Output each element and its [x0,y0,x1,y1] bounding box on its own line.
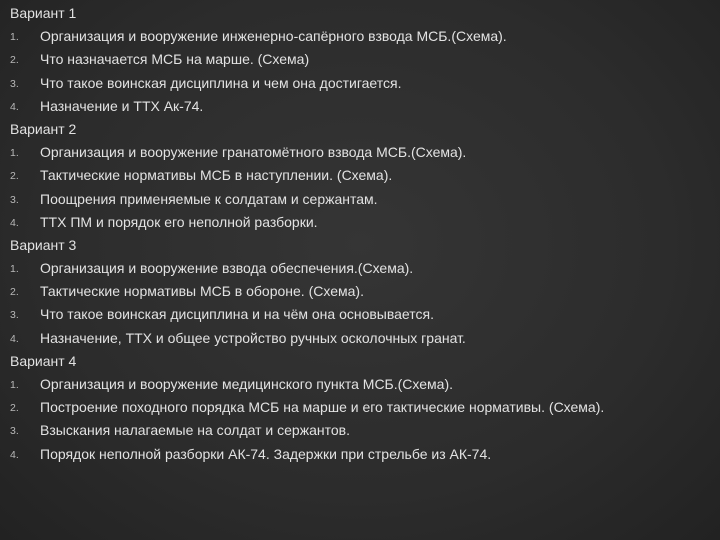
variant-4-item-1 [10,373,718,396]
item-number: 2. [10,286,19,299]
variant-2-item-3 [10,188,718,211]
item-number: 3. [10,193,19,206]
item-text: Организация и вооружение медицинского пункта МСБ.(Схема). [40,376,453,392]
item-text: Организация и вооружение взвода обеспечения.(Схема). [40,260,414,277]
variant-1-item-3 [10,72,718,95]
item-text: Назначение, ТТХ и общее устройство ручных осколочных гранат. [40,329,466,346]
item-number: 3. [10,309,19,322]
item-number: 4. [10,448,19,461]
item-number: 2. [10,54,19,67]
variant-3-heading: Вариант 3 [10,236,77,253]
variant-4-item-3 [10,419,718,442]
item-text: Что такое воинская дисциплина и на чём она основывается. [40,306,434,323]
variant-2-item-2 [10,164,718,187]
item-text: Тактические нормативы МСБ в наступлении. (Схема). [40,167,393,184]
variant-4-heading: Вариант 4 [10,352,77,369]
item-number: 2. [10,170,19,183]
item-text: Построение походного порядка МСБ на марше и его тактические нормативы. (Схема). [40,399,605,416]
item-text: Организация и вооружение инженерно-сапёрного взвода МСБ.(Схема). [40,28,507,45]
item-number: 2. [10,402,19,415]
variant-1-heading: Вариант 1 [10,5,77,21]
variant-2-item-1 [10,141,718,164]
slide-content [10,2,718,466]
variant-2-item-4 [10,211,718,234]
item-number: 4. [10,100,19,113]
item-number: 3. [10,77,19,90]
item-text: Что такое воинская дисциплина и чем она достигается. [40,74,402,91]
item-text: Поощрения применяемые к солдатам и сержантам. [40,190,378,207]
item-number: 1. [10,31,19,44]
item-number: 4. [10,332,19,345]
variant-1-item-2 [10,48,718,71]
variant-4-item-4 [10,443,718,466]
item-text: Тактические нормативы МСБ в обороне. (Схема). [40,283,364,300]
item-number: 4. [10,216,19,229]
item-number: 3. [10,425,19,438]
variant-3-item-4 [10,327,718,350]
item-number: 1. [10,379,19,391]
item-number: 1. [10,147,19,160]
item-number: 1. [10,263,19,276]
item-text: Взыскания налагаемые на солдат и сержантов. [40,422,350,439]
item-text: Порядок неполной разборки АК-74. Задержки при стрельбе из АК-74. [40,445,492,462]
variant-4-item-2 [10,396,718,419]
variant-1-item-4 [10,95,718,118]
item-text: Организация и вооружение гранатомётного взвода МСБ.(Схема). [40,144,467,161]
variant-2-heading: Вариант 2 [10,120,77,137]
variant-3-item-2 [10,280,718,303]
item-text: ТТХ ПМ и порядок его неполной разборки. [40,213,318,230]
variant-3-item-1 [10,257,718,280]
variant-1-item-1 [10,25,718,48]
item-text: Назначение и ТТХ Ак-74. [40,97,204,114]
variant-3-item-3 [10,303,718,326]
item-text: Что назначается МСБ на марше. (Схема) [40,51,310,68]
